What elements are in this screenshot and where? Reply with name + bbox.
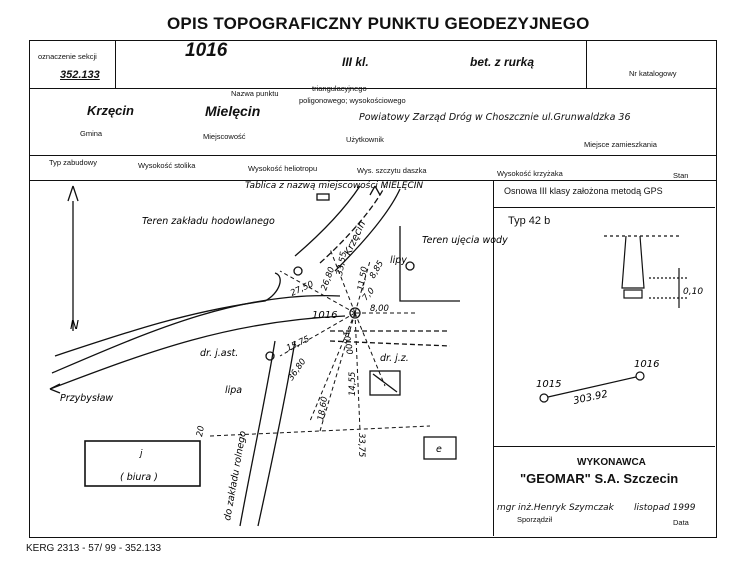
user-value: Powiatowy Zarząd Dróg w Choszcznie ul.Grunwaldzka 36 bbox=[359, 112, 631, 123]
road-zaklad-label: do zakładu rolnego bbox=[222, 430, 249, 522]
point-b-label: 1016 bbox=[634, 359, 660, 370]
measure-1: 27,50 bbox=[289, 279, 316, 299]
measure-4: 11,50 bbox=[356, 265, 371, 292]
marker-diagram bbox=[494, 208, 714, 445]
divider bbox=[29, 155, 716, 156]
measure-8: 15,75 bbox=[285, 334, 312, 354]
footer-reference: KERG 2313 - 57/ 99 - 352.133 bbox=[26, 543, 162, 554]
north-label: N bbox=[70, 318, 79, 332]
point-number: 1016 bbox=[185, 40, 228, 61]
section-value: 352.133 bbox=[60, 69, 100, 81]
distance-label: 303.92 bbox=[572, 388, 609, 407]
point-class: III kl. bbox=[342, 55, 369, 69]
locality-value: Mielęcin bbox=[205, 103, 261, 119]
measure-9: 36,80 bbox=[286, 357, 309, 383]
marker-type: bet. z rurką bbox=[470, 55, 535, 69]
date-label: Data bbox=[673, 518, 689, 527]
top-height-label: Wys. szczytu daszka bbox=[357, 166, 427, 175]
gps-caption: Osnowa III klasy założona metodą GPS bbox=[504, 186, 663, 196]
linden-label: lipy bbox=[390, 255, 407, 266]
gravel-label: dr. j.z. bbox=[380, 353, 409, 364]
road-przybyslaw-label: Przybysław bbox=[60, 393, 114, 404]
measure-12: 18,60 bbox=[316, 395, 331, 422]
divider bbox=[586, 40, 587, 88]
author-name: mgr inż.Henryk Szymczak bbox=[497, 503, 614, 513]
type-polygon: poligonowego; wysokościowego bbox=[299, 96, 406, 105]
measure-5: 8,85 bbox=[367, 259, 387, 281]
date-value: listopad 1999 bbox=[634, 503, 696, 513]
farm-label: Teren zakładu hodowlanego bbox=[142, 216, 275, 227]
measure-7: 8,00 bbox=[370, 304, 389, 314]
asphalt-label: dr. j.ast. bbox=[200, 348, 239, 359]
contractor-name: "GEOMAR" S.A. Szczecin bbox=[520, 471, 679, 486]
gmina-label: Gmina bbox=[80, 129, 103, 138]
linden-single-label: lipa bbox=[225, 385, 243, 396]
gmina-value: Krzęcin bbox=[87, 103, 134, 118]
state-label: Stan bbox=[673, 171, 689, 180]
measure-3: 33,55 bbox=[335, 250, 350, 277]
heliotrope-height-label: Wysokość heliotropu bbox=[248, 164, 318, 173]
table-height-label: Wysokość stolika bbox=[138, 161, 196, 170]
measure-13: 33,75 bbox=[356, 433, 366, 458]
measure-2: 26,80 bbox=[319, 265, 338, 293]
sign-label: Tablica z nazwą miejscowości MIELĘCIN bbox=[245, 181, 424, 191]
construction-type-label: Typ zabudowy bbox=[49, 158, 97, 167]
location-sketch bbox=[30, 181, 508, 535]
building-label: ( biura ) bbox=[120, 472, 158, 483]
building-letter: j bbox=[140, 449, 143, 459]
road-krzecin-label: Krzęcin bbox=[342, 219, 369, 258]
point-a-label: 1015 bbox=[536, 379, 562, 390]
catalog-label: Nr katalogowy bbox=[629, 69, 677, 78]
page-title: OPIS TOPOGRAFICZNY PUNKTU GEODEZYJNEGO bbox=[167, 14, 590, 33]
cross-height-label: Wysokość krzyżaka bbox=[497, 169, 563, 178]
contractor-label: WYKONAWCA bbox=[577, 457, 646, 468]
measure-6: 7,0 bbox=[360, 286, 377, 303]
section-label: oznaczenie sekcji bbox=[38, 52, 97, 61]
type-triangulation: triangulacyjnego bbox=[312, 84, 367, 93]
divider bbox=[493, 446, 715, 447]
measure-14: 20 bbox=[195, 425, 207, 438]
offset-label: 0,10 bbox=[683, 287, 704, 297]
marker-type-label: Typ 42 b bbox=[508, 215, 551, 227]
user-label: Użytkownik bbox=[346, 135, 384, 144]
point-label: 1016 bbox=[312, 310, 338, 321]
measure-11: 14,55 bbox=[348, 371, 358, 396]
water-label: Teren ujęcia wody bbox=[422, 235, 508, 246]
divider bbox=[29, 88, 716, 89]
box-e-label: e bbox=[436, 444, 442, 455]
measure-10: 10,00 bbox=[340, 329, 355, 356]
point-name-label: Nazwa punktu bbox=[231, 89, 279, 98]
locality-label: Miejscowość bbox=[203, 132, 246, 141]
divider bbox=[115, 40, 116, 88]
author-label: Sporządził bbox=[517, 515, 553, 524]
residence-label: Miejsce zamieszkania bbox=[584, 140, 657, 149]
